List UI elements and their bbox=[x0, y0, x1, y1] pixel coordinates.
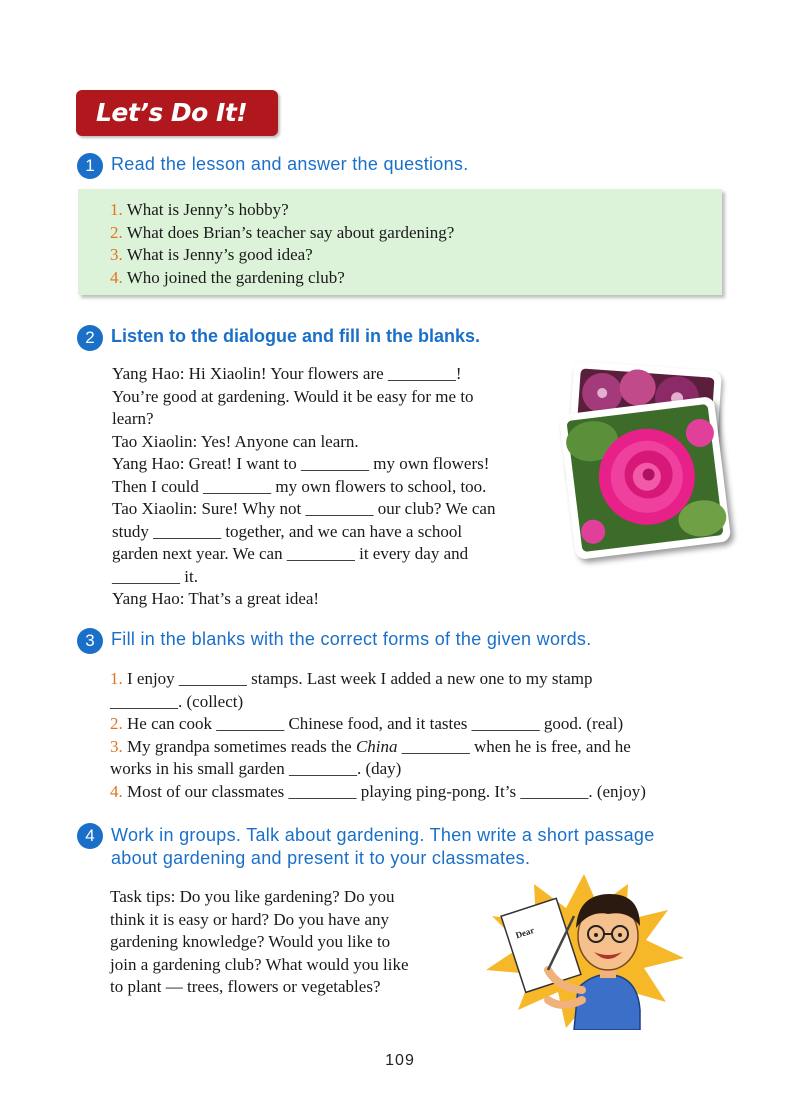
dialogue bbox=[112, 363, 495, 611]
section-number-1: 1 bbox=[77, 153, 103, 179]
dialogue-line: study ________ together, and we can have a school bbox=[112, 521, 463, 541]
banner-title: Let’s Do It! bbox=[96, 98, 248, 127]
boy-writing-illustration bbox=[478, 870, 690, 1030]
task-tip-line: to plant — trees, flowers or vegetables? bbox=[110, 977, 381, 996]
question-item: 1. What is Jenny’s hobby? bbox=[110, 200, 289, 219]
task-tip-line: Task tips: Do you like gardening? Do you bbox=[110, 887, 395, 906]
section-number-3: 3 bbox=[77, 628, 103, 654]
task-tips bbox=[110, 886, 409, 999]
exercise-item: 4. Most of our classmates ________ playing ping-pong. It’s ________. (enjoy) bbox=[110, 781, 646, 801]
exercise-item-continued: ________. (collect) bbox=[110, 691, 244, 711]
svg-text:Dear: Dear bbox=[514, 925, 536, 941]
exercise-list bbox=[110, 668, 646, 803]
section-3-heading: Fill in the blanks with the correct forms of the given words. bbox=[111, 629, 592, 649]
dialogue-line: Tao Xiaolin: Yes! Anyone can learn. bbox=[112, 431, 359, 451]
question-item: 4. Who joined the gardening club? bbox=[110, 267, 345, 287]
section-4-heading: Work in groups. Talk about gardening. Then write a short passage about gardening and present it to your classmates. bbox=[111, 825, 655, 868]
dialogue-line: You’re good at gardening. Would it be easy for me to bbox=[112, 386, 474, 406]
question-list bbox=[110, 199, 454, 289]
dialogue-line: Tao Xiaolin: Sure! Why not ________ our club? We can bbox=[112, 499, 496, 518]
section-1-heading: Read the lesson and answer the questions. bbox=[111, 154, 469, 174]
dialogue-line: Yang Hao: Great! I want to ________ my own flowers! bbox=[112, 454, 490, 473]
question-item: 3. What is Jenny’s good idea? bbox=[110, 245, 313, 264]
dialogue-line: Yang Hao: Hi Xiaolin! Your flowers are ________! bbox=[112, 364, 462, 383]
dialogue-line: learn? bbox=[112, 409, 154, 428]
rose-photo bbox=[559, 396, 732, 560]
question-item: 2. What does Brian’s teacher say about gardening? bbox=[110, 222, 455, 242]
task-tip-line: join a gardening club? What would you like bbox=[110, 954, 409, 974]
task-tip-line: think it is easy or hard? Do you have any bbox=[110, 909, 390, 929]
exercise-item: 2. He can cook ________ Chinese food, and it tastes ________ good. (real) bbox=[110, 714, 624, 733]
section-2-heading: Listen to the dialogue and fill in the blanks. bbox=[111, 326, 481, 346]
section-number-2: 2 bbox=[77, 325, 103, 351]
exercise-item: 3. My grandpa sometimes reads the China ________ when he is free, and he bbox=[110, 736, 631, 756]
dialogue-line: Then I could ________ my own flowers to school, too. bbox=[112, 476, 487, 496]
exercise-item-continued: works in his small garden ________. (day) bbox=[110, 759, 402, 778]
section-number-4: 4 bbox=[77, 823, 103, 849]
dialogue-line: garden next year. We can ________ it every day and bbox=[112, 544, 469, 563]
task-tip-line: gardening knowledge? Would you like to bbox=[110, 932, 391, 951]
page-number: 109 bbox=[385, 1052, 415, 1069]
dialogue-line: ________ it. bbox=[112, 566, 198, 586]
exercise-item: 1. I enjoy ________ stamps. Last week I added a new one to my stamp bbox=[110, 669, 593, 688]
dialogue-line: Yang Hao: That’s a great idea! bbox=[112, 589, 320, 608]
